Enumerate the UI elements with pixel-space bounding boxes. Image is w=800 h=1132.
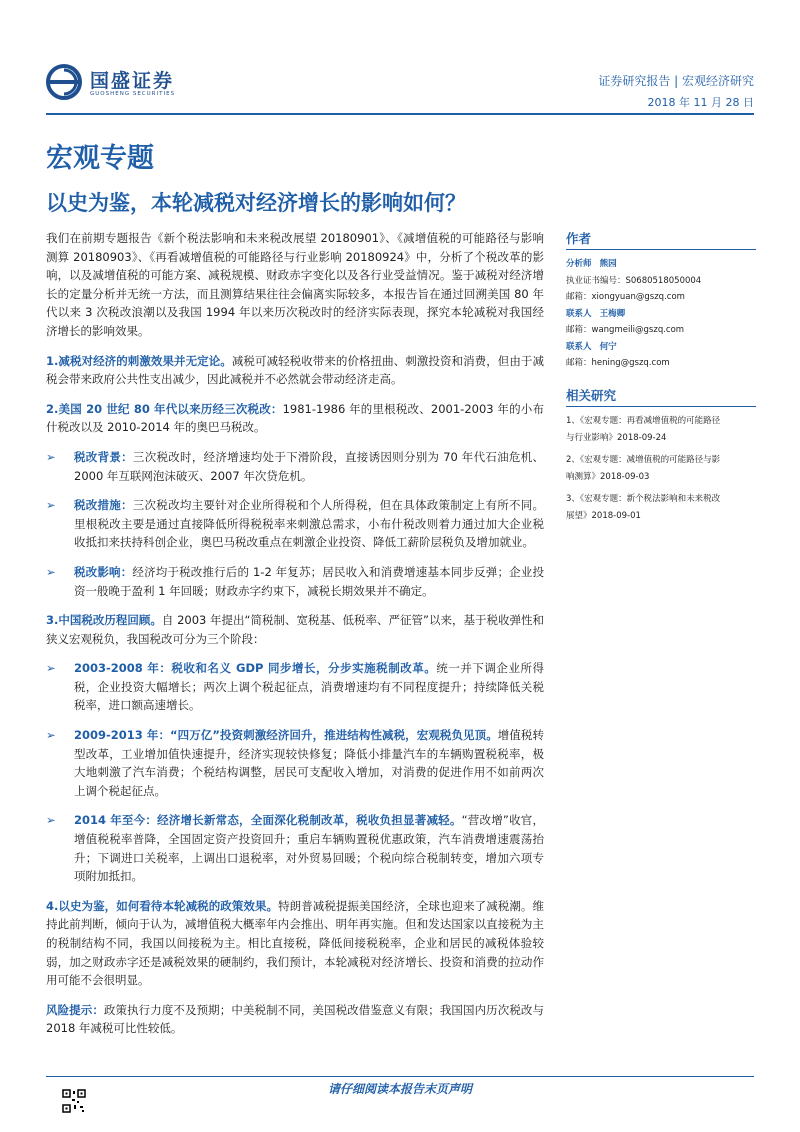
stage-1 <box>46 659 544 715</box>
email-link[interactable]: 邮箱：hening@gszq.com <box>566 358 670 368</box>
analyst-label: 分析师 <box>566 259 592 269</box>
stage-heading: 2009-2013 年：“四万亿”投资刺激经济回升，推进结构性减税，宏观税负见顶。 <box>74 728 498 743</box>
arrow-bullet-icon: ➢ <box>46 498 56 513</box>
bullet-background <box>46 448 544 485</box>
contact-row <box>566 339 756 356</box>
contact-name: 王梅卿 <box>599 308 626 319</box>
point-3-text: 自 2003 年提出“简税制、宽税基、低税率、严征管”以来，基于税收弹性和狭义宏观税负，我国税改可分为三个阶段： <box>46 613 544 646</box>
report-body <box>46 229 544 1049</box>
bullet-heading: 税改影响： <box>74 564 133 579</box>
bullet-text: 经济均于税改推行后的 1-2 年复苏；居民收入和消费增速基本同步反弹；企业投资一般晚于盈利 1 年回暖；财政赤字约束下，减税长期效果并不确定。 <box>74 564 545 598</box>
arrow-bullet-icon: ➢ <box>46 813 56 828</box>
related-item-date: 展望》2018-09-01 <box>566 510 641 521</box>
sidebar <box>566 229 756 530</box>
bullet-heading: 税改背景： <box>74 449 133 464</box>
point-4 <box>46 897 544 990</box>
related-item[interactable] <box>566 452 756 486</box>
stage-3 <box>46 811 544 885</box>
header-divider <box>46 113 754 115</box>
author-heading: 作者 <box>566 229 756 250</box>
stage-text: 统一并下调企业所得税，企业投资大幅增长；两次上调个税起征点，消费增速均有不同程度提升；持续降低关税税率，进口额高速增长。 <box>74 661 544 713</box>
point-1 <box>46 352 544 389</box>
risk-note <box>46 1001 544 1038</box>
risk-text: 政策执行力度不及预期；中美税制不同，美国税改借鉴意义有限；我国国内历次税改与 2018 年减税可比性较低。 <box>46 1002 545 1036</box>
related-item-title: 3、《宏观专题：新个税法影响和未来税改 <box>566 493 721 504</box>
email-link[interactable]: 邮箱：xiongyuan@gszq.com <box>566 292 685 302</box>
arrow-bullet-icon: ➢ <box>46 728 56 743</box>
point-2 <box>46 400 544 437</box>
point-2-text: 1981-1986 年的里根税改、2001-2003 年的小布什税改以及 2010-2014 年的奥巴马税改。 <box>46 401 544 435</box>
arrow-bullet-icon: ➢ <box>46 564 56 579</box>
related-item-date: 与行业影响》2018-09-24 <box>566 432 667 443</box>
bullet-measures <box>46 496 544 552</box>
stage-2 <box>46 726 544 800</box>
stage-text: 增值税转型改革，工业增加值快速提升，经济实现较快修复；降低小排量汽车的车辆购置税税率，极大地刺激了汽车消费；个税结构调整，居民可支配收入增加，对消费的促进作用不如前两次上调个税起征点。 <box>74 728 545 798</box>
point-4-text: 特朗普减税提振美国经济，全球也迎来了减税潮。维持此前判断，倾向于认为，减增值税大概率年内会推出、明年再实施。但和发达国家以直接税为主的税制结构不同，我国以间接税为主。相比直接税，降低间接税税率，企业和居民的减税体验较弱，加之财政赤字还是减税效果的硬制约，我们预计，本轮减税对经济增长、投资和消费的拉动作用可能不会很明显。 <box>46 898 544 988</box>
report-type: 证券研究报告 | 宏观经济研究 <box>598 74 754 88</box>
footer-divider <box>46 1076 754 1077</box>
point-3 <box>46 611 544 648</box>
logo-english: GUOSHENG SECURITIES <box>90 91 176 97</box>
risk-heading: 风险提示： <box>46 1002 104 1017</box>
footer-disclaimer: 请仔细阅读本报告末页声明 <box>327 1082 472 1096</box>
report-date: 2018 年 11 月 28 日 <box>647 96 754 109</box>
point-1-text: 减税可减轻税收带来的价格扭曲、刺激投资和消费，但由于减税会带来政府公共性支出减少，因此减税并不必然就会带动经济走高。 <box>46 353 544 387</box>
related-item[interactable] <box>566 491 756 525</box>
stage-heading: 2014 年至今：经济增长新常态，全面深化税制改革，税收负担显著减轻。 <box>74 813 462 828</box>
related-research <box>566 386 756 525</box>
company-logo <box>46 64 206 104</box>
bullet-text: 三次税改均主要针对企业所得税和个人所得税，但在具体政策制定上有所不同。里根税改主要是通过直接降低所得税税率来刺激总需求，小布什税改则着力通过加大企业税收抵扣来扶持科创企业，奥巴马税改重点在刺激企业投资、降低工薪阶层税负及增加就业。 <box>74 498 545 550</box>
related-item[interactable] <box>566 413 756 447</box>
arrow-bullet-icon: ➢ <box>46 661 56 676</box>
contact-row <box>566 306 756 323</box>
point-1-heading: 1.减税对经济的刺激效果并无定论。 <box>46 353 232 368</box>
related-heading: 相关研究 <box>566 386 756 407</box>
email-link[interactable]: 邮箱：wangmeili@gszq.com <box>566 325 685 335</box>
analyst-name: 熊园 <box>599 259 617 269</box>
stage-text: “营改增”收官，增值税税率普降，全国固定资产投资回升；重启车辆购置税优惠政策，汽车消费增速震荡抬升；下调进口关税率，上调出口退税率，对外贸易回暖；个税向综合税制转变，增加六项专项附加抵扣。 <box>74 813 544 884</box>
bullet-text: 三次税改时，经济增速均处于下滑阶段，直接诱因则分别为 70 年代石油危机、2000 年互联网泡沫破灭、2007 年次贷危机。 <box>74 449 544 483</box>
cert-number: 执业证书编号：S0680518050004 <box>566 275 702 286</box>
bullet-impact <box>46 563 544 600</box>
logo-mark-icon <box>46 64 82 100</box>
section-title: 宏观专题 <box>46 143 154 174</box>
contact-label: 联系人 <box>566 308 592 319</box>
intro-paragraph: 我们在前期专题报告《新个税法影响和未来税改展望 20180901》、《减增值税的可能路径与影响测算 20180903》、《再看减增值税的可能路径与行业影响 20180924》中，分析了个税改革的影响，以及减增值税的可能方案、减税规模、财政赤字变化以及各行业受益情况。鉴于减税对经济增长的定量分析并无统一方法，而且测算结果往往会偏离实际较多，本报告旨在通过回溯美国 80 年代以来 3 次税改浪潮以及我国 1994 年以来历次税改时的经济实际表现，探究本轮减税对我国经济增长的影响效果。 <box>46 231 544 338</box>
stage-heading: 2003-2008 年：税收和名义 GDP 同步增长，分步实施税制改革。 <box>74 661 437 676</box>
contact-name: 何宁 <box>599 341 617 352</box>
point-2-heading: 2.美国 20 世纪 80 年代以来历经三次税改： <box>46 401 283 416</box>
contact-label: 联系人 <box>566 341 592 352</box>
point-3-heading: 3.中国税改历程回顾。 <box>46 613 162 628</box>
analyst-row <box>566 256 756 273</box>
related-item-date: 响测算》2018-09-03 <box>566 471 650 482</box>
related-item-title: 1、《宏观专题：再看减增值税的可能路径 <box>566 415 721 426</box>
point-4-heading: 4.以史为鉴，如何看待本轮减税的政策效果。 <box>46 898 279 913</box>
logo-name: 国盛证券 <box>90 70 175 92</box>
arrow-bullet-icon: ➢ <box>46 449 56 464</box>
bullet-heading: 税改措施： <box>74 498 133 513</box>
page-title: 以史为鉴，本轮减税对经济增长的影响如何？ <box>46 191 466 215</box>
related-item-title: 2、《宏观专题：减增值税的可能路径与影 <box>566 454 721 465</box>
